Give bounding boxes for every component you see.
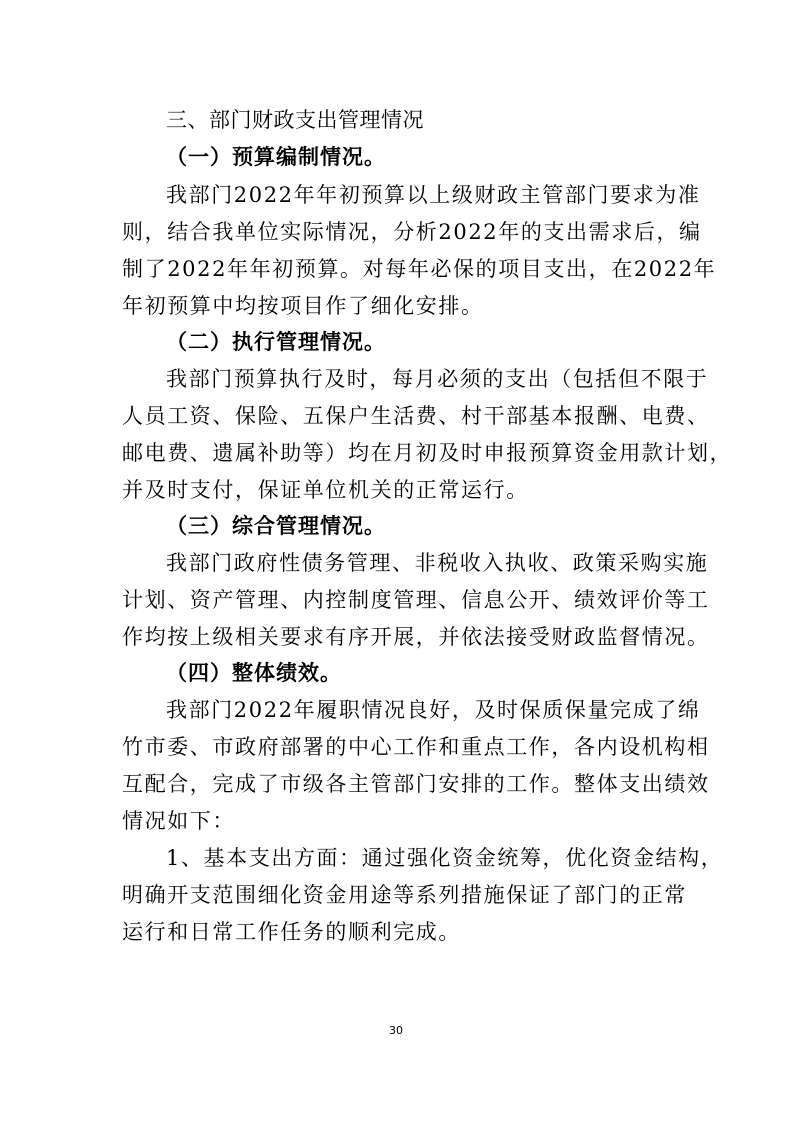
paragraph-line: 运行和日常工作任务的顺利完成。 <box>122 920 461 944</box>
subsection-heading-overall-performance: （四）整体绩效。 <box>166 660 342 685</box>
paragraph-line: 我部门2022年年初预算以上级财政主管部门要求为准 <box>166 183 701 207</box>
subsection-heading-comprehensive-management: （三）综合管理情况。 <box>166 513 386 538</box>
paragraph-line: 互配合，完成了市级各主管部门安排的工作。整体支出绩效 <box>122 772 710 796</box>
paragraph-line: 并及时支付，保证单位机关的正常运行。 <box>122 478 529 502</box>
paragraph-line: 年初预算中均按项目作了细化安排。 <box>122 294 484 318</box>
paragraph-line: 1、基本支出方面：通过强化资金统筹，优化资金结构， <box>166 846 724 870</box>
paragraph-line: 人员工资、保险、五保户生活费、村干部基本报酬、电费、 <box>122 404 710 428</box>
paragraph-line: 计划、资产管理、内控制度管理、信息公开、绩效评价等工 <box>122 588 710 612</box>
paragraph-line: 则，结合我单位实际情况，分析2022年的支出需求后，编 <box>122 220 702 244</box>
paragraph-line: 邮电费、遗属补助等）均在月初及时申报预算资金用款计划， <box>122 441 733 465</box>
subsection-heading-budget-preparation: （一）预算编制情况。 <box>166 144 386 169</box>
paragraph-line: 情况如下： <box>122 809 235 833</box>
section-title: 三、部门财政支出管理情况 <box>166 108 424 132</box>
subsection-heading-execution-management: （二）执行管理情况。 <box>166 329 386 354</box>
paragraph-line: 明确开支范围细化资金用途等系列措施保证了部门的正常 <box>122 883 687 907</box>
paragraph-line: 竹市委、市政府部署的中心工作和重点工作，各内设机构相 <box>122 735 710 759</box>
paragraph-line: 我部门政府性债务管理、非税收入执收、政策采购实施 <box>166 551 709 575</box>
paragraph-line: 制了2022年年初预算。对每年必保的项目支出，在2022年 <box>122 257 717 281</box>
paragraph-line: 我部门预算执行及时，每月必须的支出（包括但不限于 <box>166 367 709 391</box>
paragraph-line: 我部门2022年履职情况良好，及时保质保量完成了绵 <box>166 698 701 722</box>
page-number: 30 <box>389 1024 403 1037</box>
paragraph-line: 作均按上级相关要求有序开展，并依法接受财政监督情况。 <box>122 625 710 649</box>
